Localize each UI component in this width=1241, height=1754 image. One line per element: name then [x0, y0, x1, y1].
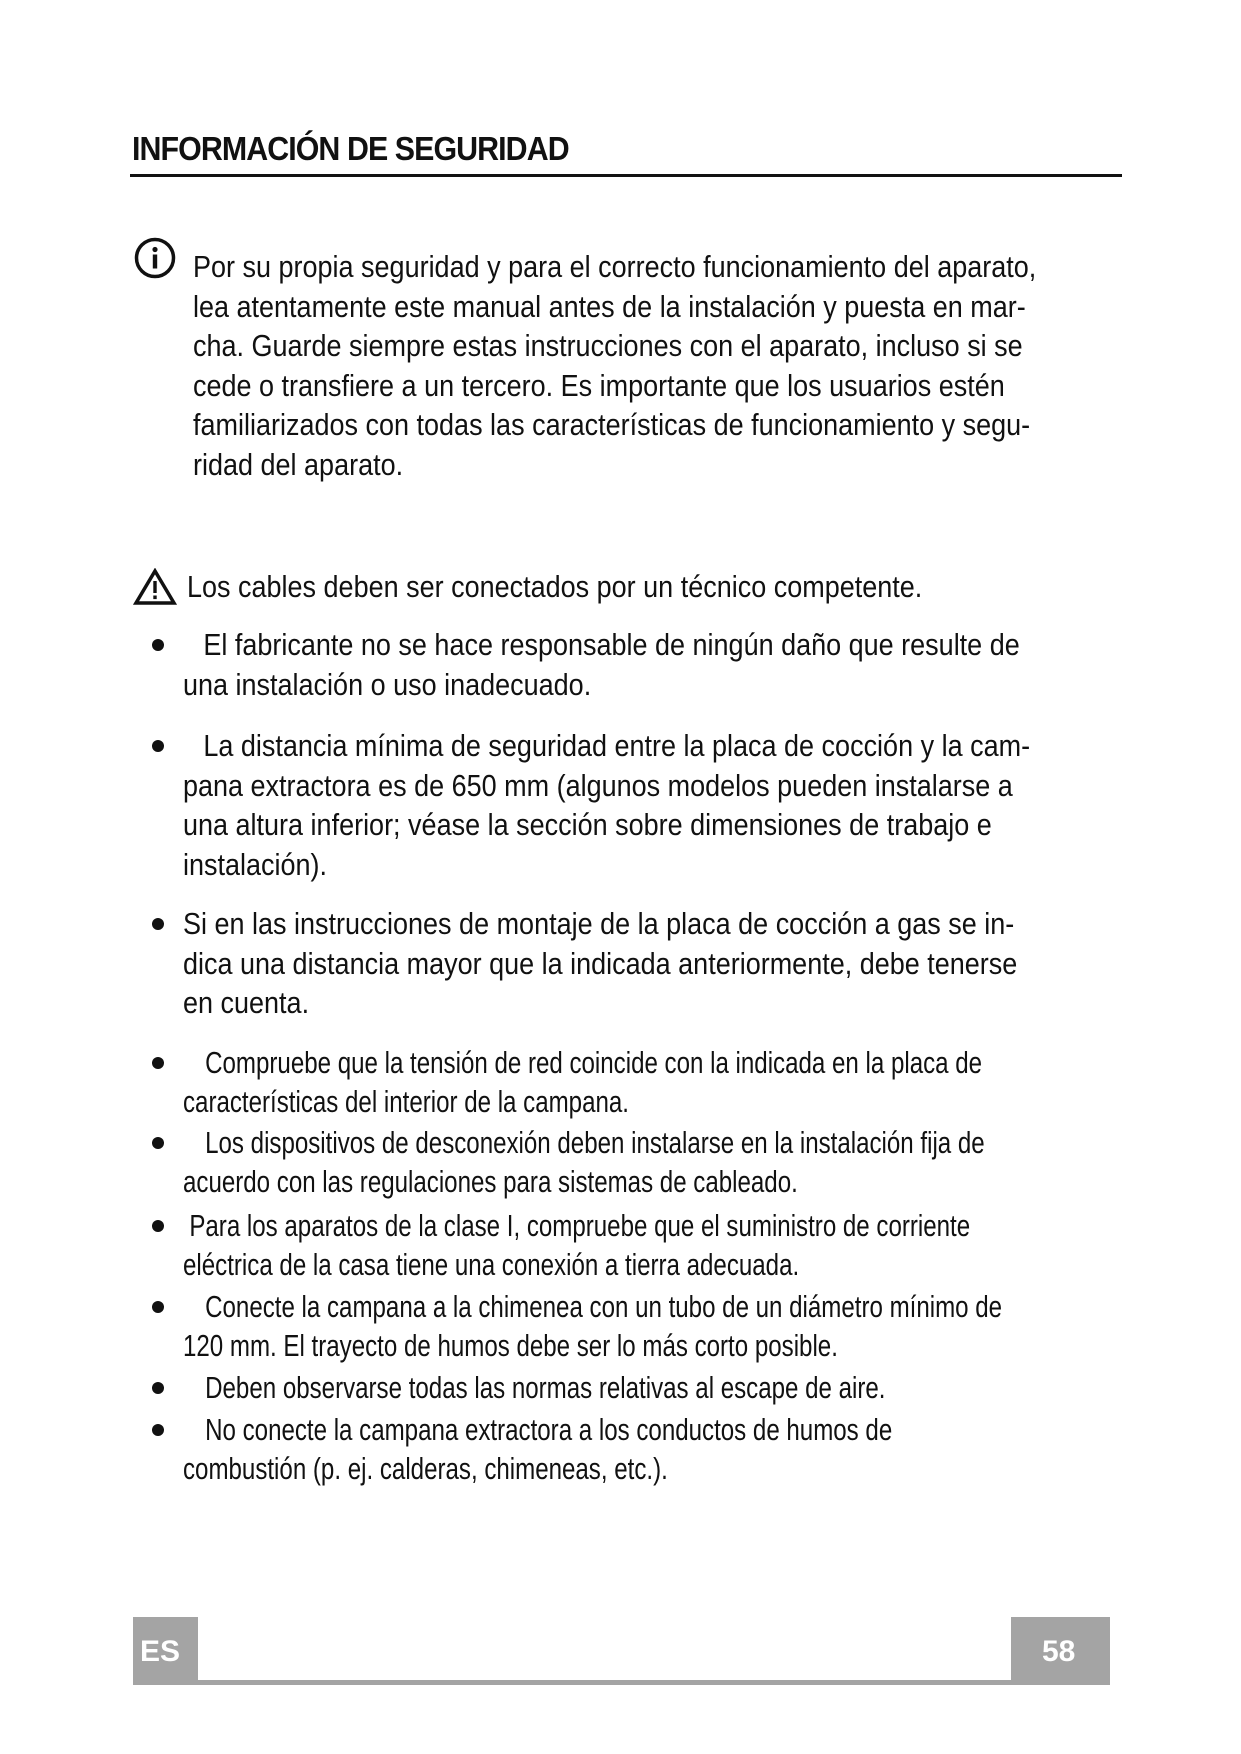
- list-item-text: Compruebe que la tensión de red coincide con la indicada en la placa de: [205, 1046, 983, 1080]
- page-number: 58: [1042, 1635, 1076, 1668]
- bullet-dot: [152, 1137, 164, 1149]
- list-item-text: Los dispositivos de desconexión deben instalarse en la instalación fija de: [205, 1126, 985, 1160]
- list-item-text: Deben observarse todas las normas relativas al escape de aire.: [205, 1371, 886, 1405]
- list-item-line: [183, 626, 1077, 666]
- list-item-text: La distancia mínima de seguridad entre la placa de cocción y la cam-: [203, 729, 1031, 763]
- info-line: cede o transfiere a un tercero. Es importante que los usuarios estén: [193, 368, 1005, 403]
- list-item-text: Conecte la campana a la chimenea con un tubo de un diámetro mínimo de: [205, 1290, 1003, 1324]
- section-title: INFORMACIÓN DE SEGURIDAD: [132, 130, 569, 167]
- info-paragraph: [193, 248, 1109, 485]
- list-item-line: [183, 1369, 1068, 1408]
- language-code: ES: [140, 1635, 181, 1668]
- list-item-line: una instalación o uso inadecuado.: [183, 667, 592, 702]
- list-item-line: acuerdo con las regulaciones para sistemas de cableado.: [183, 1165, 798, 1199]
- list-item-line: combustión (p. ej. calderas, chimeneas, etc.).: [183, 1452, 668, 1486]
- bullet-dot: [152, 740, 164, 752]
- info-line: lea atentamente este manual antes de la instalación y puesta en mar-: [193, 289, 1026, 324]
- bullet-dot: [152, 918, 164, 930]
- warning-text: Los cables deben ser conectados por un técnico competente.: [187, 570, 923, 604]
- bullet-dot: [152, 1382, 164, 1394]
- bullet-dot: [152, 1424, 164, 1436]
- bullet-dot: [152, 1220, 164, 1232]
- list-item-line: en cuenta.: [183, 986, 310, 1020]
- list-item-line: [183, 1044, 1068, 1083]
- page-number-badge: [1011, 1617, 1110, 1684]
- info-line: ridad del aparato.: [193, 447, 404, 482]
- warning-notice: [133, 568, 1093, 612]
- list-item-line: eléctrica de la casa tiene una conexión a tierra adecuada.: [183, 1248, 800, 1282]
- list-item-line: una altura inferior; véase la sección sobre dimensiones de trabajo e: [183, 808, 992, 842]
- list-item-line: Si en las instrucciones de montaje de la placa de cocción a gas se in-: [183, 907, 1015, 941]
- list-item-line: dica una distancia mayor que la indicada anteriormente, debe tenerse: [183, 946, 1018, 981]
- footer-rule: [133, 1680, 1110, 1685]
- bullet-dot: [152, 1301, 164, 1313]
- info-line: familiarizados con todas las características de funcionamiento y segu-: [193, 408, 1031, 442]
- title-underline: [130, 174, 1122, 177]
- list-item-line: [183, 727, 1077, 767]
- list-item-line: [183, 1411, 1068, 1450]
- warning-triangle-icon: [133, 568, 177, 606]
- list-item-line: instalación).: [183, 847, 328, 882]
- list-item-line: 120 mm. El trayecto de humos debe ser lo más corto posible.: [183, 1329, 838, 1363]
- info-circle-icon: [133, 236, 177, 280]
- info-line: Por su propia seguridad y para el correcto funcionamiento del aparato,: [193, 250, 1037, 284]
- list-item-line: pana extractora es de 650 mm (algunos modelos pueden instalarse a: [183, 768, 1013, 803]
- bullet-dot: [152, 639, 164, 651]
- list-item-text: El fabricante no se hace responsable de ningún daño que resulte de: [203, 628, 1020, 662]
- language-badge: [133, 1617, 198, 1684]
- list-item-line: [183, 1207, 1068, 1246]
- list-item-text: No conecte la campana extractora a los conductos de humos de: [205, 1413, 893, 1447]
- list-item-line: [183, 1124, 1068, 1163]
- list-item-line: características del interior de la campana.: [183, 1085, 629, 1119]
- list-item-text: Para los aparatos de la clase I, compruebe que el suministro de corriente: [189, 1209, 971, 1243]
- info-line: cha. Guarde siempre estas instrucciones con el aparato, incluso si se: [193, 329, 1023, 363]
- bullet-dot: [152, 1057, 164, 1069]
- list-item-line: [183, 1288, 1068, 1327]
